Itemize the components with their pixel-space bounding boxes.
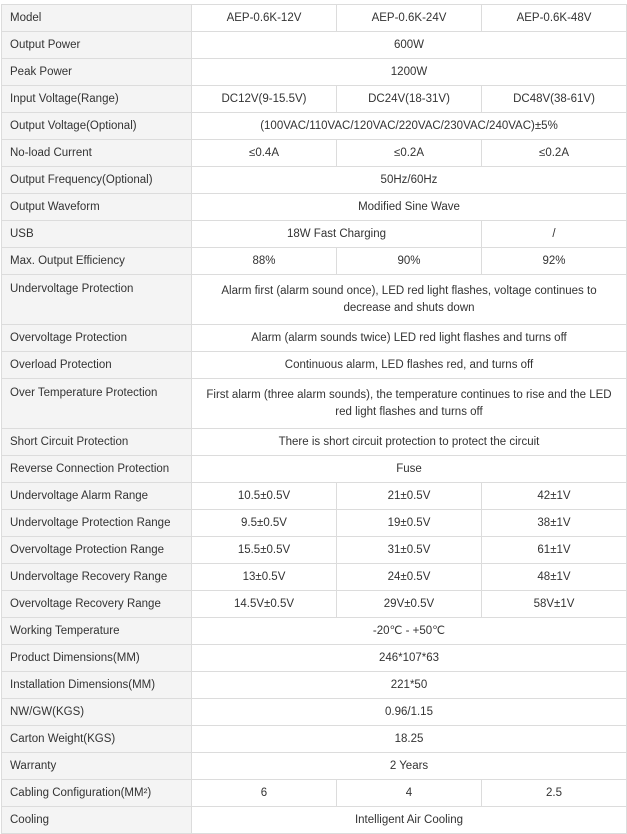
spec-value: 92% bbox=[482, 248, 627, 275]
spec-label: Output Frequency(Optional) bbox=[2, 167, 192, 194]
spec-value: 13±0.5V bbox=[192, 564, 337, 591]
spec-value: 58V±1V bbox=[482, 591, 627, 618]
spec-value: 18W Fast Charging bbox=[192, 221, 482, 248]
spec-label: Undervoltage Protection Range bbox=[2, 510, 192, 537]
spec-label: Overload Protection bbox=[2, 352, 192, 379]
table-row bbox=[2, 221, 627, 248]
table-row bbox=[2, 510, 627, 537]
spec-value: 1200W bbox=[192, 59, 627, 86]
spec-value: 19±0.5V bbox=[337, 510, 482, 537]
spec-label: USB bbox=[2, 221, 192, 248]
spec-value: Alarm first (alarm sound once), LED red light flashes, voltage continues to decrease and shuts down bbox=[192, 275, 627, 325]
spec-value: Fuse bbox=[192, 456, 627, 483]
spec-value: 4 bbox=[337, 780, 482, 807]
spec-label: Overvoltage Recovery Range bbox=[2, 591, 192, 618]
spec-value: (100VAC/110VAC/120VAC/220VAC/230VAC/240VAC)±5% bbox=[192, 113, 627, 140]
spec-label: Short Circuit Protection bbox=[2, 429, 192, 456]
spec-value: 90% bbox=[337, 248, 482, 275]
table-row bbox=[2, 167, 627, 194]
spec-value: 50Hz/60Hz bbox=[192, 167, 627, 194]
spec-label: Installation Dimensions(MM) bbox=[2, 672, 192, 699]
spec-label: NW/GW(KGS) bbox=[2, 699, 192, 726]
spec-label: Product Dimensions(MM) bbox=[2, 645, 192, 672]
spec-value: 6 bbox=[192, 780, 337, 807]
spec-label: Overvoltage Protection bbox=[2, 325, 192, 352]
spec-value: 18.25 bbox=[192, 726, 627, 753]
spec-value: DC12V(9-15.5V) bbox=[192, 86, 337, 113]
spec-value: 9.5±0.5V bbox=[192, 510, 337, 537]
spec-label: Output Power bbox=[2, 32, 192, 59]
spec-label: Reverse Connection Protection bbox=[2, 456, 192, 483]
spec-value: 600W bbox=[192, 32, 627, 59]
table-row bbox=[2, 248, 627, 275]
spec-value: Modified Sine Wave bbox=[192, 194, 627, 221]
table-row bbox=[2, 618, 627, 645]
spec-value: 24±0.5V bbox=[337, 564, 482, 591]
spec-value: -20℃ - +50℃ bbox=[192, 618, 627, 645]
spec-value: 38±1V bbox=[482, 510, 627, 537]
spec-label: Max. Output Efficiency bbox=[2, 248, 192, 275]
spec-table-body bbox=[2, 5, 627, 834]
table-row bbox=[2, 86, 627, 113]
table-row bbox=[2, 699, 627, 726]
table-row bbox=[2, 140, 627, 167]
table-row bbox=[2, 429, 627, 456]
spec-value: 31±0.5V bbox=[337, 537, 482, 564]
spec-label: Carton Weight(KGS) bbox=[2, 726, 192, 753]
spec-label: Undervoltage Alarm Range bbox=[2, 483, 192, 510]
table-row bbox=[2, 32, 627, 59]
table-row bbox=[2, 113, 627, 140]
spec-value: 21±0.5V bbox=[337, 483, 482, 510]
spec-value: 14.5V±0.5V bbox=[192, 591, 337, 618]
spec-value: / bbox=[482, 221, 627, 248]
table-row bbox=[2, 564, 627, 591]
spec-value: There is short circuit protection to protect the circuit bbox=[192, 429, 627, 456]
spec-value: 10.5±0.5V bbox=[192, 483, 337, 510]
spec-label: Input Voltage(Range) bbox=[2, 86, 192, 113]
spec-label: No-load Current bbox=[2, 140, 192, 167]
table-row bbox=[2, 483, 627, 510]
spec-label: Cabling Configuration(MM²) bbox=[2, 780, 192, 807]
spec-value: 15.5±0.5V bbox=[192, 537, 337, 564]
spec-value: Intelligent Air Cooling bbox=[192, 807, 627, 834]
table-row bbox=[2, 379, 627, 429]
table-row bbox=[2, 807, 627, 834]
spec-value: AEP-0.6K-48V bbox=[482, 5, 627, 32]
spec-label: Cooling bbox=[2, 807, 192, 834]
spec-value: 42±1V bbox=[482, 483, 627, 510]
table-row bbox=[2, 591, 627, 618]
table-row bbox=[2, 325, 627, 352]
spec-value: AEP-0.6K-12V bbox=[192, 5, 337, 32]
spec-value: 88% bbox=[192, 248, 337, 275]
table-row bbox=[2, 275, 627, 325]
spec-value: 0.96/1.15 bbox=[192, 699, 627, 726]
spec-label: Output Waveform bbox=[2, 194, 192, 221]
spec-label: Warranty bbox=[2, 753, 192, 780]
spec-value: AEP-0.6K-24V bbox=[337, 5, 482, 32]
spec-value: ≤0.2A bbox=[337, 140, 482, 167]
spec-label: Working Temperature bbox=[2, 618, 192, 645]
table-row bbox=[2, 537, 627, 564]
spec-value: 2.5 bbox=[482, 780, 627, 807]
spec-label: Over Temperature Protection bbox=[2, 379, 192, 429]
table-row bbox=[2, 672, 627, 699]
spec-value: First alarm (three alarm sounds), the temperature continues to rise and the LED red light flashes and turns off bbox=[192, 379, 627, 429]
spec-label: Output Voltage(Optional) bbox=[2, 113, 192, 140]
table-row bbox=[2, 194, 627, 221]
table-row bbox=[2, 456, 627, 483]
spec-value: 246*107*63 bbox=[192, 645, 627, 672]
spec-label: Overvoltage Protection Range bbox=[2, 537, 192, 564]
spec-value: 48±1V bbox=[482, 564, 627, 591]
spec-value: 221*50 bbox=[192, 672, 627, 699]
table-row bbox=[2, 753, 627, 780]
table-row bbox=[2, 5, 627, 32]
spec-value: DC48V(38-61V) bbox=[482, 86, 627, 113]
spec-value: Alarm (alarm sounds twice) LED red light flashes and turns off bbox=[192, 325, 627, 352]
spec-table bbox=[1, 4, 627, 834]
spec-value: 2 Years bbox=[192, 753, 627, 780]
spec-label: Model bbox=[2, 5, 192, 32]
table-row bbox=[2, 645, 627, 672]
spec-value: ≤0.4A bbox=[192, 140, 337, 167]
spec-label: Undervoltage Recovery Range bbox=[2, 564, 192, 591]
table-row bbox=[2, 352, 627, 379]
table-row bbox=[2, 726, 627, 753]
table-row bbox=[2, 59, 627, 86]
spec-label: Peak Power bbox=[2, 59, 192, 86]
table-row bbox=[2, 780, 627, 807]
spec-value: DC24V(18-31V) bbox=[337, 86, 482, 113]
spec-value: Continuous alarm, LED flashes red, and turns off bbox=[192, 352, 627, 379]
spec-value: 29V±0.5V bbox=[337, 591, 482, 618]
spec-value: ≤0.2A bbox=[482, 140, 627, 167]
spec-label: Undervoltage Protection bbox=[2, 275, 192, 325]
spec-value: 61±1V bbox=[482, 537, 627, 564]
